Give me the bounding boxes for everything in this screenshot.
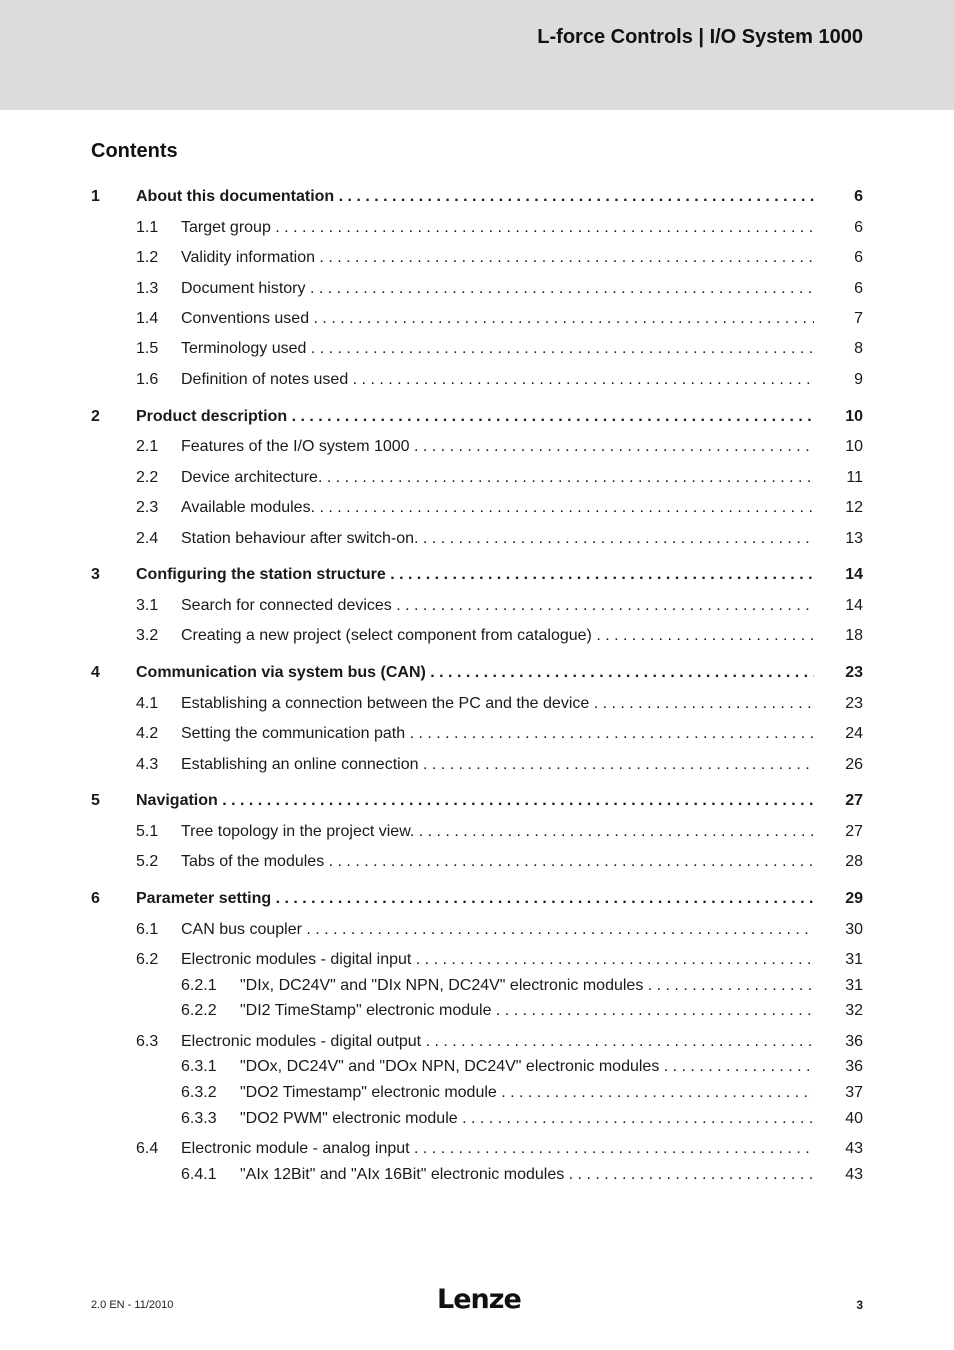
toc-entry[interactable] [0, 369, 954, 391]
toc-title [181, 1031, 814, 1053]
toc-title [181, 949, 814, 971]
toc-entry[interactable] [0, 949, 954, 971]
toc-entry[interactable] [0, 497, 954, 519]
toc-title-text: Device architecture. [181, 469, 323, 486]
toc-page-number: 6 [854, 249, 863, 266]
document-title: L-force Controls | I/O System 1000 [537, 26, 863, 48]
toc-page-number: 8 [854, 340, 863, 357]
toc-chapter[interactable] [0, 564, 954, 586]
toc-title [181, 436, 814, 458]
toc-title [181, 919, 814, 941]
toc-title-text: Available modules. [181, 499, 316, 516]
toc-entry[interactable] [0, 821, 954, 843]
toc-title [136, 790, 814, 812]
toc-title [136, 888, 814, 910]
toc-entry[interactable] [0, 1082, 954, 1104]
toc-title-text: Communication via system bus (CAN) [136, 664, 426, 681]
toc-title [136, 564, 814, 586]
toc-title [181, 625, 814, 647]
toc-title-text: Electronic modules - digital output [181, 1033, 422, 1050]
toc-page-number: 6 [854, 219, 863, 236]
toc-number: 1.6 [136, 371, 159, 388]
toc-title [181, 369, 814, 391]
toc-entry[interactable] [0, 247, 954, 269]
toc-page-number: 10 [845, 438, 863, 455]
toc-number: 6.2.1 [181, 977, 217, 994]
toc-page-number: 37 [845, 1084, 863, 1101]
toc-page-number: 43 [845, 1166, 863, 1183]
toc-page-number: 14 [845, 566, 863, 583]
toc-title-text: Creating a new project (select component from catalogue) [181, 627, 592, 644]
toc-entry[interactable] [0, 595, 954, 617]
toc-page-number: 32 [845, 1002, 863, 1019]
toc-entry[interactable] [0, 1164, 954, 1186]
toc-title-text: Setting the communication path [181, 725, 406, 742]
toc-title-text: "AIx 12Bit" and "AIx 16Bit" electronic modules [240, 1166, 565, 1183]
toc-title-text: Definition of notes used [181, 371, 349, 388]
toc-page-number: 31 [845, 951, 863, 968]
toc-title-text: Electronic module - analog input [181, 1140, 410, 1157]
footer-page-number: 3 [856, 1298, 863, 1312]
toc-entry[interactable] [0, 1138, 954, 1160]
toc-entry[interactable] [0, 436, 954, 458]
toc-entry[interactable] [0, 1056, 954, 1078]
toc-title [136, 406, 814, 428]
toc-page-number: 29 [845, 890, 863, 907]
toc-page-number: 36 [845, 1033, 863, 1050]
toc-number: 6.3 [136, 1033, 159, 1050]
toc-title [240, 1082, 814, 1104]
toc-page-number: 40 [845, 1110, 863, 1127]
toc-title-text: Document history [181, 280, 306, 297]
toc-entry[interactable] [0, 528, 954, 550]
toc-number: 6.4 [136, 1140, 159, 1157]
toc-title [181, 1138, 814, 1160]
toc-title [181, 278, 814, 300]
toc-number: 4.3 [136, 756, 159, 773]
toc-title-text: "DO2 PWM" electronic module [240, 1110, 458, 1127]
toc-title [181, 821, 814, 843]
toc-title [240, 1108, 814, 1130]
toc-number: 6.3.2 [181, 1084, 217, 1101]
toc-number: 1.5 [136, 340, 159, 357]
toc-number: 1.2 [136, 249, 159, 266]
toc-number: 1.3 [136, 280, 159, 297]
toc-page-number: 23 [845, 664, 863, 681]
toc-title-text: Product description [136, 408, 288, 425]
toc-number: 1.1 [136, 219, 159, 236]
toc-entry[interactable] [0, 625, 954, 647]
toc-page-number: 11 [846, 469, 863, 486]
toc-number: 3.2 [136, 627, 159, 644]
toc-number: 6.2.2 [181, 1002, 217, 1019]
toc-chapter[interactable] [0, 888, 954, 910]
toc-number: 3.1 [136, 597, 159, 614]
toc-title-text: About this documentation [136, 188, 335, 205]
toc-page-number: 6 [854, 188, 863, 205]
contents-heading: Contents [91, 140, 178, 162]
toc-title [181, 595, 814, 617]
toc-number: 4.1 [136, 695, 159, 712]
toc-entry[interactable] [0, 754, 954, 776]
toc-title [181, 247, 814, 269]
toc-page-number: 14 [845, 597, 863, 614]
toc-title-text: CAN bus coupler [181, 921, 302, 938]
toc-page-number: 30 [845, 921, 863, 938]
footer-version: 2.0 EN - 11/2010 [91, 1299, 174, 1311]
toc-number: 4 [91, 664, 100, 681]
toc-number: 5.2 [136, 853, 159, 870]
toc-title [240, 975, 814, 997]
toc-title-text: Validity information [181, 249, 315, 266]
toc-page-number: 27 [845, 823, 863, 840]
toc-number: 2.1 [136, 438, 159, 455]
toc-entry[interactable] [0, 975, 954, 997]
toc-title-text: Parameter setting [136, 890, 272, 907]
toc-page-number: 31 [845, 977, 863, 994]
toc-entry[interactable] [0, 338, 954, 360]
toc-page-number: 43 [845, 1140, 863, 1157]
toc-number: 6.3.1 [181, 1058, 217, 1075]
toc-page-number: 6 [854, 280, 863, 297]
toc-number: 1.4 [136, 310, 159, 327]
toc-page-number: 10 [845, 408, 863, 425]
toc-number: 6 [91, 890, 100, 907]
toc-title [181, 467, 814, 489]
toc-page-number: 9 [854, 371, 863, 388]
toc-title [136, 662, 814, 684]
toc-page-number: 7 [854, 310, 863, 327]
toc-entry[interactable] [0, 1031, 954, 1053]
toc-entry[interactable] [0, 693, 954, 715]
toc-title-text: Navigation [136, 792, 218, 809]
toc-page-number: 28 [845, 853, 863, 870]
toc-number: 4.2 [136, 725, 159, 742]
toc-entry[interactable] [0, 919, 954, 941]
toc-entry[interactable] [0, 467, 954, 489]
toc-title-text: Target group [181, 219, 271, 236]
toc-entry[interactable] [0, 308, 954, 330]
toc-title [181, 528, 814, 550]
toc-chapter[interactable] [0, 662, 954, 684]
toc-number: 6.2 [136, 951, 159, 968]
toc-title-text: Tabs of the modules [181, 853, 325, 870]
toc-number: 5.1 [136, 823, 159, 840]
toc-title [181, 723, 814, 745]
toc-title-text: Establishing a connection between the PC and the device [181, 695, 590, 712]
toc-page-number: 36 [845, 1058, 863, 1075]
toc-page-number: 13 [845, 530, 863, 547]
toc-page-number: 23 [845, 695, 863, 712]
toc-entry[interactable] [0, 723, 954, 745]
toc-entry[interactable] [0, 851, 954, 873]
toc-number: 2 [91, 408, 100, 425]
toc-title [136, 186, 814, 208]
toc-entry[interactable] [0, 217, 954, 239]
toc-title-text: Search for connected devices [181, 597, 392, 614]
toc-page-number: 26 [845, 756, 863, 773]
toc-number: 6.1 [136, 921, 159, 938]
toc-number: 6.3.3 [181, 1110, 217, 1127]
toc-number: 2.3 [136, 499, 159, 516]
toc-title-text: "DO2 Timestamp" electronic module [240, 1084, 497, 1101]
toc-number: 5 [91, 792, 100, 809]
toc-number: 2.4 [136, 530, 159, 547]
toc-entry[interactable] [0, 1108, 954, 1130]
toc-number: 6.4.1 [181, 1166, 217, 1183]
toc-number: 1 [91, 188, 100, 205]
toc-page-number: 18 [845, 627, 863, 644]
toc-title-text: Station behaviour after switch-on. [181, 530, 419, 547]
toc-title [181, 693, 814, 715]
lenze-logo: Lenze [437, 1284, 521, 1315]
toc-title-text: Electronic modules - digital input [181, 951, 412, 968]
toc-entry[interactable] [0, 278, 954, 300]
toc-title [181, 754, 814, 776]
toc-title [240, 1056, 814, 1078]
toc-entry[interactable] [0, 1000, 954, 1022]
toc-title-text: Configuring the station structure [136, 566, 386, 583]
toc-title [181, 497, 814, 519]
toc-chapter[interactable] [0, 186, 954, 208]
toc-title [240, 1164, 814, 1186]
toc-title [181, 338, 814, 360]
toc-number: 2.2 [136, 469, 159, 486]
toc-title-text: Terminology used [181, 340, 307, 357]
toc-title-text: "DOx, DC24V" and "DOx NPN, DC24V" electronic modules [240, 1058, 660, 1075]
toc-title-text: Features of the I/O system 1000 [181, 438, 410, 455]
toc-chapter[interactable] [0, 406, 954, 428]
toc-page-number: 24 [845, 725, 863, 742]
toc-title-text: Conventions used [181, 310, 310, 327]
toc-page-number: 12 [845, 499, 863, 516]
toc-title-text: "DIx, DC24V" and "DIx NPN, DC24V" electronic modules [240, 977, 644, 994]
toc-title [181, 217, 814, 239]
toc-title [240, 1000, 814, 1022]
toc-title [181, 851, 814, 873]
toc-title-text: Establishing an online connection [181, 756, 419, 773]
toc-number: 3 [91, 566, 100, 583]
toc-chapter[interactable] [0, 790, 954, 812]
toc-title [181, 308, 814, 330]
toc-title-text: Tree topology in the project view. [181, 823, 415, 840]
toc-page-number: 27 [845, 792, 863, 809]
toc-title-text: "DI2 TimeStamp" electronic module [240, 1002, 492, 1019]
